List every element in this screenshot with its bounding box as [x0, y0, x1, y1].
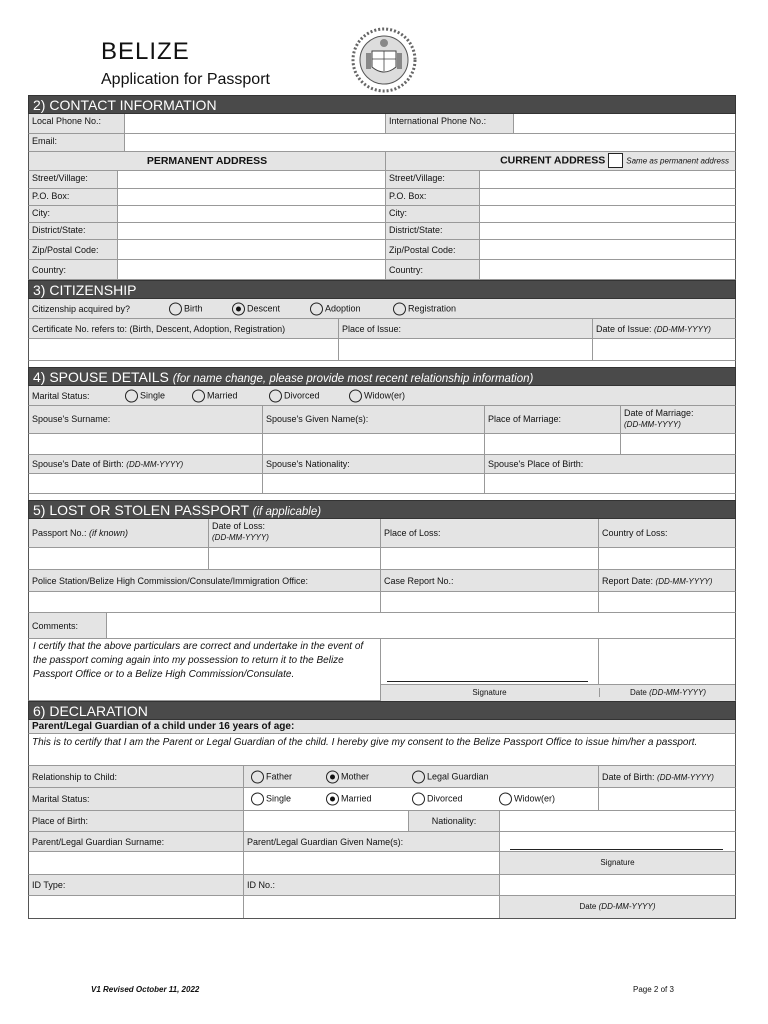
spouse-surname-field[interactable]	[29, 434, 263, 454]
local-phone-label: Local Phone No.:	[29, 114, 125, 133]
date-format-hint: (DD-MM-YYYY)	[624, 420, 681, 430]
option-label: Single	[140, 389, 166, 400]
permanent-address-heading: PERMANENT ADDRESS	[29, 152, 386, 170]
certificate-no-label: Certificate No. refers to: (Birth, Descent, Adoption, Registration)	[29, 319, 339, 338]
citizenship-acquired-label: Citizenship acquired by?	[32, 304, 131, 314]
radio-icon	[125, 389, 138, 402]
radio-icon	[251, 770, 264, 783]
parent-married-option[interactable]	[326, 793, 372, 806]
option-label: Father	[266, 770, 293, 781]
spouse-given-label: Spouse's Given Name(s):	[263, 406, 485, 433]
citizenship-registration-option[interactable]	[393, 302, 456, 315]
spouse-marital-label: Marital Status:	[32, 391, 90, 401]
spouse-dob-label	[29, 455, 263, 473]
report-date-text: Report Date:	[602, 576, 654, 586]
place-of-marriage-field[interactable]	[485, 434, 621, 454]
curr-pobox-label: P.O. Box:	[386, 189, 480, 205]
date-of-loss-text: Date of Loss:	[212, 521, 266, 531]
spouse-divorced-option[interactable]	[269, 389, 320, 402]
option-label: Mother	[341, 770, 370, 781]
place-of-loss-label: Place of Loss:	[381, 519, 599, 547]
curr-city-field[interactable]	[480, 206, 735, 222]
intl-phone-label: International Phone No.:	[386, 114, 514, 133]
parent-divorced-option[interactable]	[412, 793, 463, 806]
comments-field[interactable]	[107, 613, 735, 638]
parent-pob-field[interactable]	[244, 811, 409, 831]
option-label: Single	[266, 793, 292, 804]
parent-date-field[interactable]	[500, 875, 735, 895]
parent-given-label: Parent/Legal Guardian Given Name(s):	[244, 832, 500, 851]
id-type-field[interactable]	[29, 896, 244, 918]
date-of-loss-label	[209, 519, 381, 547]
parent-widow-option[interactable]	[499, 793, 555, 806]
relationship-father-option[interactable]	[251, 770, 292, 783]
child-dob-label	[599, 766, 735, 787]
case-report-label: Case Report No.:	[381, 570, 599, 591]
comments-label: Comments:	[29, 613, 107, 638]
date-format-hint: (DD-MM-YYYY)	[649, 688, 707, 697]
date-format-hint: (DD-MM-YYYY)	[654, 325, 711, 334]
relationship-label: Relationship to Child:	[29, 766, 244, 787]
radio-selected-icon	[232, 302, 245, 315]
date-format-hint: (DD-MM-YYYY)	[212, 533, 269, 543]
same-as-permanent-label: Same as permanent address	[626, 156, 729, 166]
signature-caption: Signature	[472, 688, 507, 697]
parent-nationality-field[interactable]	[500, 811, 735, 831]
option-label: Registration	[408, 302, 457, 313]
radio-icon	[169, 302, 182, 315]
date-of-marriage-label	[621, 406, 735, 433]
date-format-hint: (DD-MM-YYYY)	[655, 577, 713, 586]
perm-zip-field[interactable]	[118, 240, 386, 259]
place-of-issue-label: Place of Issue:	[339, 319, 593, 338]
form-title: Application for Passport	[101, 71, 270, 88]
curr-pobox-field[interactable]	[480, 189, 735, 205]
curr-district-field[interactable]	[480, 223, 735, 239]
date-format-hint: (DD-MM-YYYY)	[598, 902, 656, 911]
spouse-dob-text: Spouse's Date of Birth:	[32, 459, 124, 469]
parent-date-caption	[500, 896, 735, 918]
section-contact-header: 2) CONTACT INFORMATION	[28, 95, 736, 114]
parent-surname-label: Parent/Legal Guardian Surname:	[29, 832, 244, 851]
curr-city-label: City:	[386, 206, 480, 222]
date-of-issue-label	[593, 319, 735, 338]
radio-selected-icon	[326, 793, 339, 806]
coat-of-arms-seal	[350, 27, 418, 93]
date-format-hint: (DD-MM-YYYY)	[126, 460, 184, 469]
current-address-heading: CURRENT ADDRESS	[500, 154, 606, 167]
citizenship-adoption-option[interactable]	[310, 302, 361, 315]
parent-single-option[interactable]	[251, 793, 291, 806]
email-label: Email:	[29, 134, 125, 151]
curr-district-label: District/State:	[386, 223, 480, 239]
date-format-hint: (DD-MM-YYYY)	[657, 773, 714, 782]
section-lost-passport-header	[28, 500, 736, 519]
date-caption	[599, 688, 736, 697]
curr-street-label: Street/Village:	[386, 171, 480, 188]
perm-street-label: Street/Village:	[29, 171, 118, 188]
spouse-dob-field[interactable]	[29, 474, 263, 493]
section-declaration-header: 6) DECLARATION	[28, 701, 736, 720]
relationship-guardian-option[interactable]	[412, 770, 489, 783]
spouse-given-field[interactable]	[263, 434, 485, 454]
radio-icon	[269, 389, 282, 402]
section-citizenship-header: 3) CITIZENSHIP	[28, 280, 736, 299]
country-of-loss-label: Country of Loss:	[599, 519, 735, 547]
perm-district-field[interactable]	[118, 223, 386, 239]
curr-zip-label: Zip/Postal Code:	[386, 240, 480, 259]
radio-selected-icon	[326, 770, 339, 783]
passport-no-text: Passport No.:	[32, 528, 87, 538]
parent-pob-label: Place of Birth:	[29, 811, 244, 831]
option-label: Legal Guardian	[427, 770, 489, 781]
current-address-heading-cell	[386, 152, 735, 170]
parent-signature-field[interactable]	[500, 832, 735, 851]
radio-icon	[310, 302, 323, 315]
place-of-marriage-label: Place of Marriage:	[485, 406, 621, 433]
date-of-issue-text: Date of Issue:	[596, 324, 652, 334]
parent-given-field[interactable]	[244, 852, 500, 874]
parent-nationality-label: Nationality:	[409, 811, 500, 831]
radio-icon	[499, 793, 512, 806]
spouse-surname-label: Spouse's Surname:	[29, 406, 263, 433]
radio-icon	[251, 793, 264, 806]
perm-street-field[interactable]	[118, 171, 386, 188]
certificate-no-field[interactable]	[29, 339, 339, 360]
if-known-hint: (if known)	[89, 528, 129, 538]
application-form	[28, 95, 736, 919]
case-report-field[interactable]	[381, 592, 599, 612]
declaration-text: This is to certify that I am the Parent or Legal Guardian of the child. I hereby give my consent to the Belize Passport Office to issue him/her a passport.	[29, 734, 735, 765]
date-of-marriage-text: Date of Marriage:	[624, 408, 694, 418]
option-label: Widow(er)	[364, 389, 406, 400]
report-date-label	[599, 570, 735, 591]
date-of-marriage-field[interactable]	[621, 434, 735, 454]
id-no-field[interactable]	[244, 896, 500, 918]
perm-country-field[interactable]	[118, 260, 386, 279]
perm-pobox-field[interactable]	[118, 189, 386, 205]
curr-zip-field[interactable]	[480, 240, 735, 259]
report-date-field[interactable]	[599, 592, 735, 612]
perm-country-label: Country:	[29, 260, 118, 279]
option-label: Widow(er)	[514, 793, 556, 804]
spouse-title-note: (for name change, please provide most recent relationship information)	[172, 373, 534, 385]
spouse-pob-field[interactable]	[485, 474, 735, 493]
option-label: Adoption	[325, 302, 361, 313]
radio-icon	[412, 793, 425, 806]
curr-country-field[interactable]	[480, 260, 735, 279]
radio-icon	[412, 770, 425, 783]
child-dob-text: Date of Birth:	[602, 772, 655, 782]
passport-no-field[interactable]	[29, 548, 209, 569]
id-type-label: ID Type:	[29, 875, 244, 895]
radio-icon	[393, 302, 406, 315]
option-label: Divorced	[284, 389, 320, 400]
citizenship-descent-option[interactable]	[232, 302, 280, 315]
id-no-label: ID No.:	[244, 875, 500, 895]
option-label: Married	[341, 793, 372, 804]
spouse-nationality-label: Spouse's Nationality:	[263, 455, 485, 473]
parent-marital-label: Marital Status:	[29, 788, 244, 810]
child-dob-field[interactable]	[599, 788, 735, 810]
option-label: Divorced	[427, 793, 463, 804]
certify-statement: I certify that the above particulars are correct and undertake in the event of the passport coming again into my possession to return it to the Belize Passport Office or to a Belize High Commission/Consulate.	[29, 639, 381, 700]
citizenship-acquired-row	[29, 299, 735, 318]
declaration-subheading: Parent/Legal Guardian of a child under 16 years of age:	[29, 720, 735, 733]
place-of-issue-field[interactable]	[339, 339, 593, 360]
police-station-label: Police Station/Belize High Commission/Consulate/Immigration Office:	[29, 570, 381, 591]
passport-no-label	[29, 519, 209, 547]
parent-surname-field[interactable]	[29, 852, 244, 874]
date-caption-text: Date	[629, 688, 647, 697]
date-of-issue-field[interactable]	[593, 339, 735, 360]
date-caption-text: Date	[579, 902, 597, 911]
date-of-loss-field[interactable]	[209, 548, 381, 569]
option-label: Birth	[184, 302, 203, 313]
lost-passport-note: (if applicable)	[252, 506, 322, 518]
parent-signature-caption: Signature	[500, 852, 735, 874]
local-phone-field[interactable]	[125, 114, 386, 133]
spouse-pob-label: Spouse's Place of Birth:	[485, 455, 735, 473]
spouse-married-option[interactable]	[192, 389, 238, 402]
curr-country-label: Country:	[386, 260, 480, 279]
page-number: Page 2 of 3	[633, 985, 674, 994]
spouse-single-option[interactable]	[125, 389, 165, 402]
option-label: Married	[207, 389, 238, 400]
spouse-nationality-field[interactable]	[263, 474, 485, 493]
radio-icon	[192, 389, 205, 402]
perm-city-label: City:	[29, 206, 118, 222]
intl-phone-field[interactable]	[514, 114, 735, 133]
citizenship-birth-option[interactable]	[169, 302, 203, 315]
perm-district-label: District/State:	[29, 223, 118, 239]
country-of-loss-field[interactable]	[599, 548, 735, 569]
relationship-mother-option[interactable]	[326, 770, 369, 783]
police-station-field[interactable]	[29, 592, 381, 612]
country-heading: BELIZE	[101, 38, 190, 65]
same-as-permanent-checkbox[interactable]	[608, 153, 623, 168]
version-footer: V1 Revised October 11, 2022	[91, 985, 200, 994]
spouse-widow-option[interactable]	[349, 389, 405, 402]
option-label: Descent	[247, 302, 281, 313]
place-of-loss-field[interactable]	[381, 548, 599, 569]
perm-city-field[interactable]	[118, 206, 386, 222]
section-spouse-header	[28, 367, 736, 386]
radio-icon	[349, 389, 362, 402]
spouse-title: 4) SPOUSE DETAILS	[33, 369, 169, 385]
perm-pobox-label: P.O. Box:	[29, 189, 118, 205]
lost-passport-title: 5) LOST OR STOLEN PASSPORT	[33, 502, 249, 518]
email-field[interactable]	[125, 134, 735, 151]
perm-zip-label: Zip/Postal Code:	[29, 240, 118, 259]
curr-street-field[interactable]	[480, 171, 735, 188]
